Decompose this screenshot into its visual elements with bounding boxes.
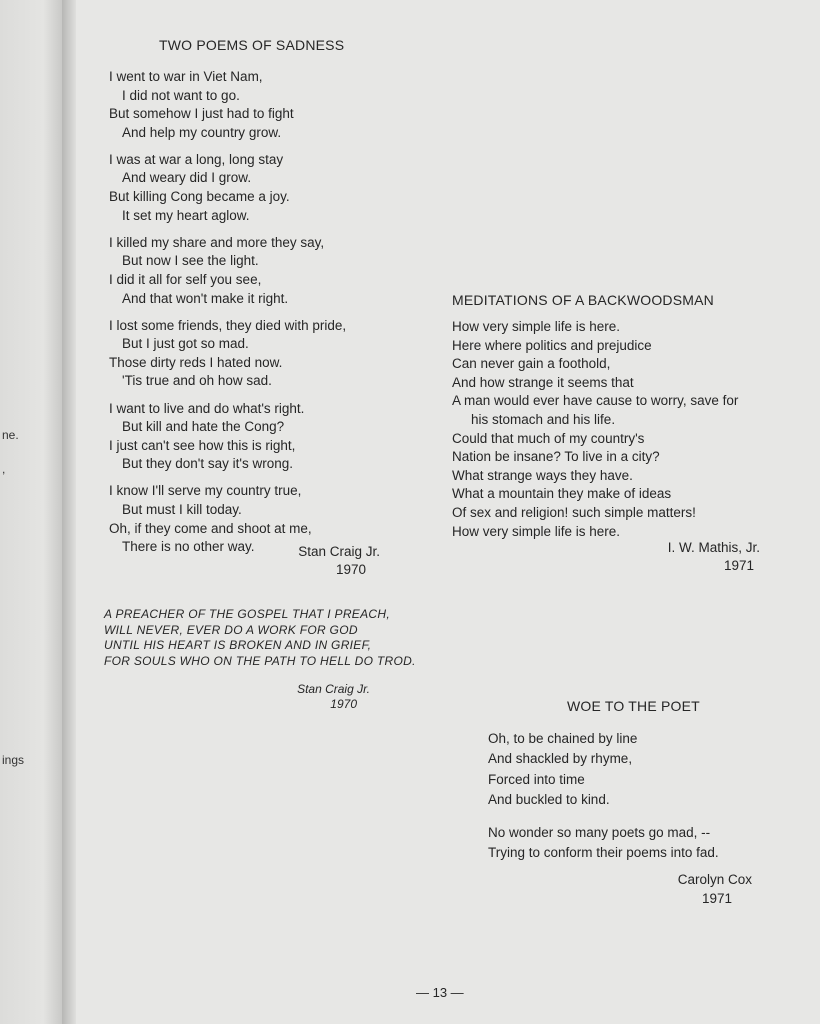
poem-line: And how strange it seems that: [452, 374, 634, 390]
poem-line: Nation be insane? To live in a city?: [452, 449, 660, 465]
poem-line: A man would ever have cause to worry, save for: [452, 393, 739, 409]
poem-line: But I just got so mad.: [122, 336, 249, 352]
poem-line: How very simple life is here.: [452, 319, 621, 334]
poem-signature: [640, 539, 760, 575]
poem-line: How very simple life is here.: [452, 523, 621, 539]
poem-line: his stomach and his life.: [471, 411, 616, 427]
poem-title: WOE TO THE POET: [567, 698, 700, 714]
poem-line: 'Tis true and oh how sad.: [122, 373, 272, 389]
verse-signature: [280, 682, 370, 713]
poem-line: And help my country grow.: [122, 124, 282, 140]
previous-page-edge: [0, 0, 62, 1024]
poem-line: Oh, to be chained by line: [488, 731, 638, 746]
verse-line: FOR SOULS WHO ON THE PATH TO HELL DO TROD.: [104, 653, 416, 668]
poem-line: There is no other way.: [122, 539, 255, 555]
poem-line: I lost some friends, they died with pride,: [109, 317, 347, 333]
poem-line: Forced into time: [488, 771, 585, 787]
poem-body: [452, 318, 738, 541]
stanza: [488, 823, 719, 864]
poem-line: I killed my share and more they say,: [109, 234, 325, 250]
verse-block: [104, 607, 416, 669]
poem-signature: [250, 543, 380, 579]
poem-line: Here where politics and prejudice: [452, 337, 652, 353]
poem-line: And shackled by rhyme,: [488, 751, 633, 767]
poem-line: It set my heart aglow.: [122, 207, 250, 223]
stanza: [488, 729, 719, 810]
poem-line: I was at war a long, long stay: [109, 151, 284, 167]
poem-line: I know I'll serve my country true,: [109, 483, 302, 499]
poem-line: Can never gain a foothold,: [452, 356, 611, 372]
poem-line: But somehow I just had to fight: [109, 106, 294, 122]
verse-year: 1970: [330, 697, 357, 712]
poem-line: But kill and hate the Cong?: [122, 419, 285, 435]
poem-line: But now I see the light.: [122, 253, 259, 269]
page-number: — 13 —: [416, 985, 464, 1000]
margin-fragment: ne.: [2, 428, 19, 442]
poem-line: But killing Cong became a joy.: [109, 189, 290, 205]
poem-line: Oh, if they come and shoot at me,: [109, 520, 312, 536]
poem-line: No wonder so many poets go mad, --: [488, 825, 711, 841]
poem-line: I went to war in Viet Nam,: [109, 69, 263, 84]
poem-line: But they don't say it's wrong.: [122, 456, 293, 472]
verse-line: WILL NEVER, EVER DO A WORK FOR GOD: [104, 622, 358, 637]
poem-line: Of sex and religion! such simple matters!: [452, 504, 696, 520]
poem-signature: [640, 870, 752, 908]
poem-year: 1970: [335, 562, 366, 577]
poem-title: TWO POEMS OF SADNESS: [159, 37, 345, 53]
stanza: [109, 68, 346, 142]
poem-year: 1971: [701, 891, 732, 906]
verse-line: A PREACHER OF THE GOSPEL THAT I PREACH,: [104, 607, 390, 621]
poem-line: And that won't make it right.: [122, 290, 289, 306]
poem-line: I did not want to go.: [122, 87, 240, 103]
poem-body: [109, 68, 346, 565]
poem-line: What strange ways they have.: [452, 467, 633, 483]
poem-line: What a mountain they make of ideas: [452, 486, 672, 502]
page-gutter: [62, 0, 76, 1024]
author-name: I. W. Mathis, Jr.: [667, 540, 760, 555]
author-name: Stan Craig Jr.: [298, 544, 380, 559]
poem-line: I did it all for self you see,: [109, 271, 262, 287]
author-name: Carolyn Cox: [677, 872, 752, 887]
poem-line: Could that much of my country's: [452, 430, 645, 446]
margin-fragment: ,: [2, 462, 6, 476]
poem-line: Those dirty reds I hated now.: [109, 354, 283, 370]
poem-line: I just can't see how this is right,: [109, 437, 296, 453]
margin-fragment: ings: [2, 753, 25, 767]
stanza: [109, 151, 346, 225]
poem-title: MEDITATIONS OF A BACKWOODSMAN: [452, 292, 714, 308]
poem-line: But must I kill today.: [122, 501, 242, 517]
poem-line: And buckled to kind.: [488, 791, 610, 807]
poem-body: [488, 729, 719, 872]
poem-line: Trying to conform their poems into fad.: [488, 845, 719, 861]
stanza: [109, 234, 346, 308]
stanza: [109, 400, 346, 474]
stanza: [109, 317, 346, 391]
poem-line: I want to live and do what's right.: [109, 400, 305, 416]
author-name: Stan Craig Jr.: [297, 682, 370, 696]
poem-line: And weary did I grow.: [122, 170, 252, 186]
verse-line: UNTIL HIS HEART IS BROKEN AND IN GRIEF,: [104, 638, 372, 653]
poem-year: 1971: [723, 558, 754, 573]
